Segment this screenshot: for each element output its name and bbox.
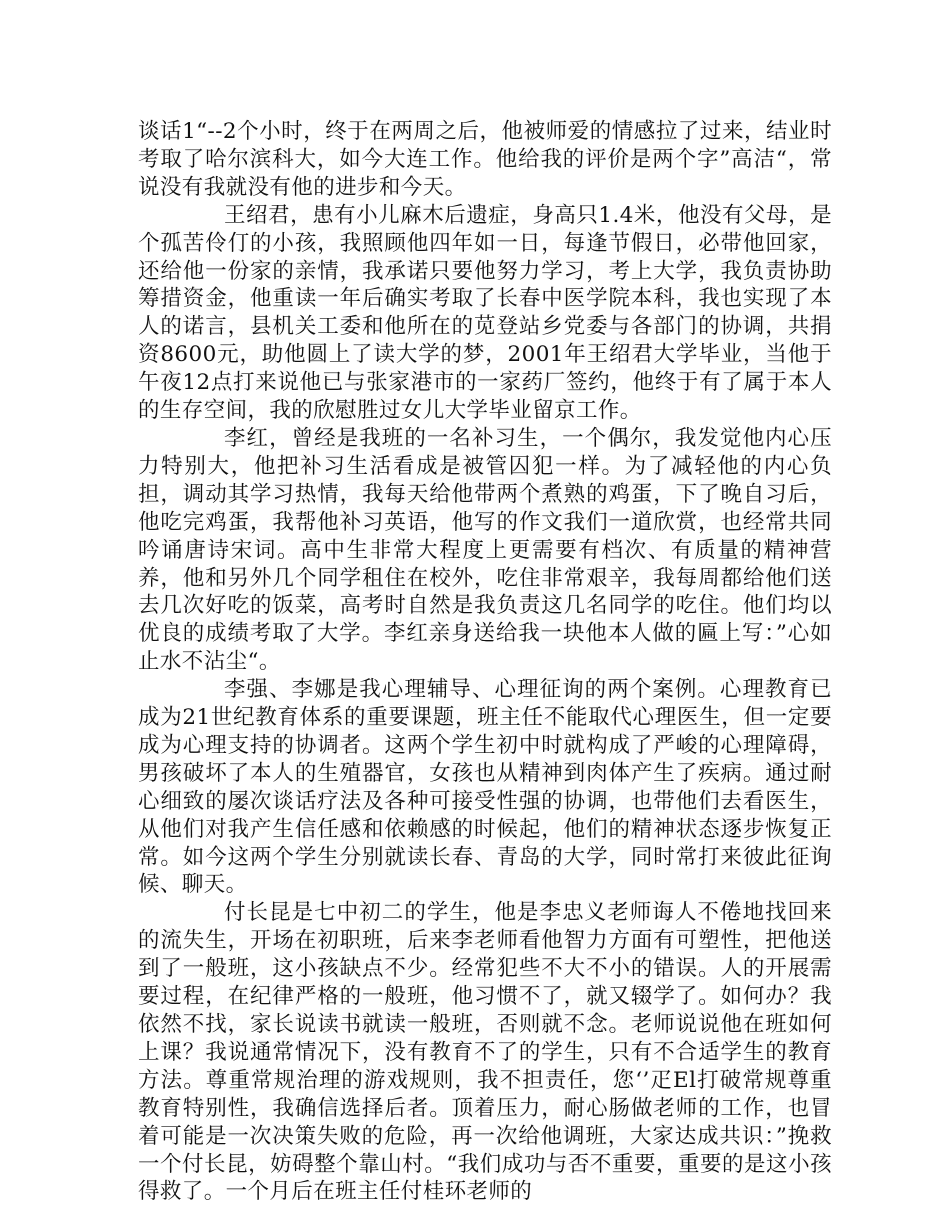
paragraph-2: 王绍君，患有小儿麻木后遗症，身高只1.4米，他没有父母，是个孤苦伶仃的小孩，我照顾他四年如一日，每逢节假日，必带他回家，还给他一份家的亲情，我承诺只要他努力学习，考上大学，我负责协助筹措资金，他重读一年后确实考取了长春中医学院本科，我也实现了本人的诺言，县机关工委和他所在的苋登站乡党委与各部门的协调，共捐资8600元，助他圆上了读大学的梦，2001年王绍君大学毕业，当他于午夜12点打来说他已与张家港市的一家药厂签约，他终于有了属于本人的生存空间，我的欣慰胜过女儿大学毕业留京工作。	[138, 202, 832, 424]
paragraph-3: 李红，曾经是我班的一名补习生，一个偶尔，我发觉他内心压力特别大，他把补习生活看成是被管囚犯一样。为了减轻他的内心负担，调动其学习热情，我每天给他带两个煮熟的鸡蛋，下了晚自习后，他吃完鸡蛋，我帮他补习英语，他写的作文我们一道欣赏，也经常共同吟诵唐诗宋词。高中生非常大程度上更需要有档次、有质量的精神营养，他和另外几个同学租住在校外，吃住非常艰辛，我每周都给他们送去几次好吃的饭菜，高考时自然是我负责这几名同学的吃住。他们均以优良的成绩考取了大学。李红亲身送给我一块他本人做的匾上写：”心如止水不沾尘“。	[138, 425, 832, 675]
paragraph-1: 谈话1“--2个小时，终于在两周之后，他被师爱的情感拉了过来，结业时考取了哈尔滨科大，如今大连工作。他给我的评价是两个字”高洁“，常说没有我就没有他的进步和今天。	[138, 119, 832, 200]
paragraph-4: 李强、李娜是我心理辅导、心理征询的两个案例。心理教育已成为21世纪教育体系的重要课题，班主任不能取代心理医生，但一定要成为心理支持的协调者。这两个学生初中时就构成了严峻的心理障碍，男孩破坏了本人的生殖器官，女孩也从精神到肉体产生了疾病。通过耐心细致的屡次谈话疗法及各种可接受性强的协调，也带他们去看医生，从他们对我产生信任感和依赖感的时候起，他们的精神状态逐步恢复正常。如今这两个学生分别就读长春、青岛的大学，同时常打来彼此征询候、聊天。	[138, 677, 832, 898]
document-body	[138, 118, 832, 1206]
paragraph-5: 付长昆是七中初二的学生，他是李忠义老师诲人不倦地找回来的流失生，开场在初职班，后来李老师看他智力方面有可塑性，把他送到了一般班，这小孩缺点不少。经常犯些不大不小的错误。人的开展需要过程，在纪律严格的一般班，他习惯不了，就又辍学了。如何办？我依然不找，家长说读书就读一般班，否则就不念。老师说说他在班如何上课？我说通常情况下，没有教育不了的学生，只有不合适学生的教育方法。尊重常规治理的游戏规则，我不担责任，您‘’疋El打破常规尊重教育特别性，我确信选择后者。顶着压力，耐心肠做老师的工作，也冒着可能是一次决策失败的危险，再一次给他调班，大家达成共识：”挽救一个付长昆，妨碍整个靠山村。“我们成功与否不重要，重要的是这小孩得救了。一个月后在班主任付桂环老师的	[138, 900, 832, 1205]
